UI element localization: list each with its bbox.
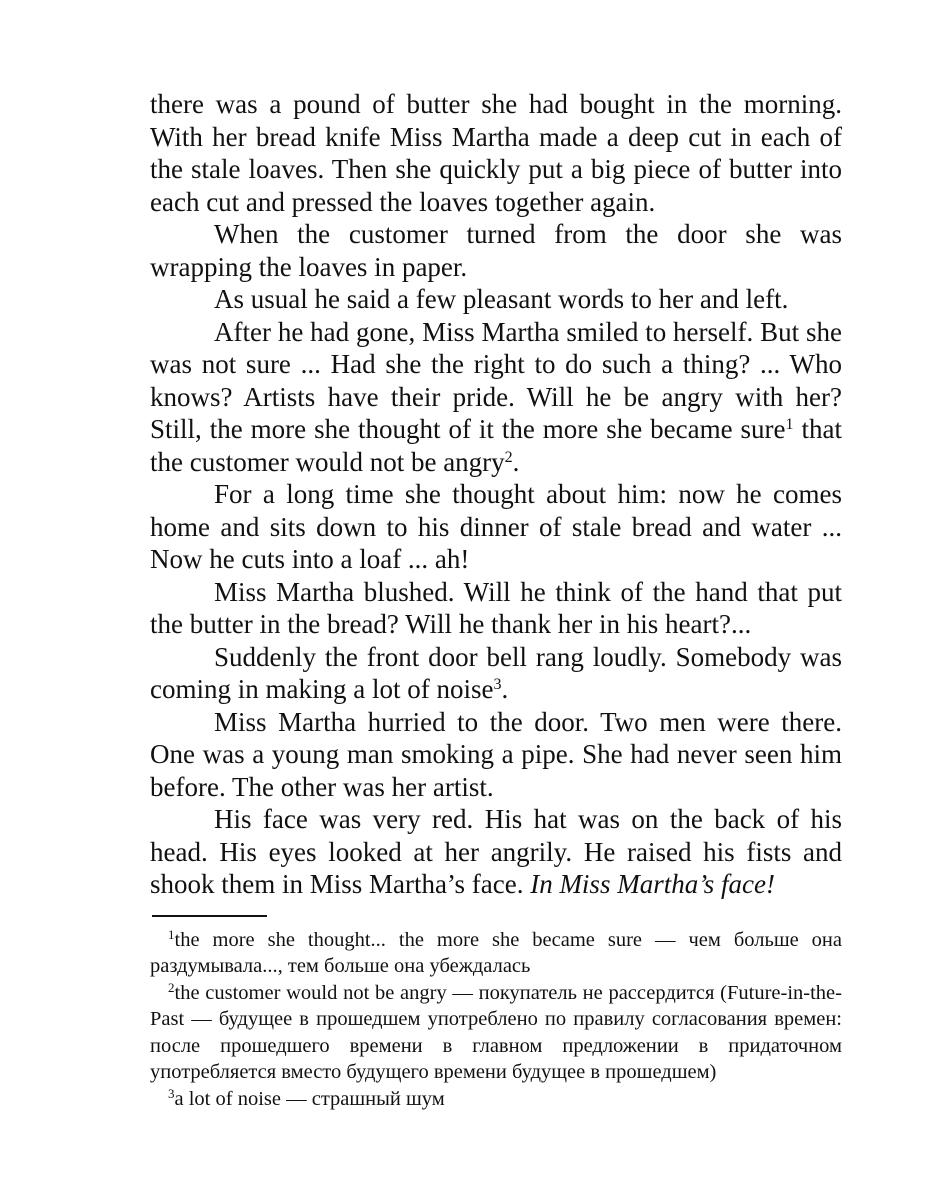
text-run: . <box>501 674 509 704</box>
emphasized-text: In Miss Martha’s face! <box>530 869 775 899</box>
text-run: Miss Martha hurried to the door. Two men were there. One was a young man smoking a pipe. She had never seen him before. The other was her artist. <box>150 706 842 802</box>
text-run: Miss Martha blushed. Will he think of the hand that put the butter in the bread? Will he thank her in his heart?... <box>150 576 842 639</box>
footnotes <box>150 927 842 1113</box>
paragraph <box>150 576 842 641</box>
paragraph <box>150 218 842 283</box>
footnote-text: the more she thought... the more she became sure — чем больше она раздумывала..., тем больше она убеждалась <box>150 928 842 977</box>
paragraph <box>150 803 842 901</box>
text-run: that the customer would not be angry <box>150 414 842 477</box>
footnote-text: a lot of noise — страшный шум <box>174 1087 445 1110</box>
paragraph <box>150 641 842 706</box>
text-run: After he had gone, Miss Martha smiled to herself. But she was not sure ... Had she the right to do such a thing? ... Who knows? Artists have their pride. Will he be angry with her? Still, the more she thought of it the more she became sure <box>150 316 842 444</box>
paragraph <box>150 283 842 316</box>
paragraph <box>150 478 842 576</box>
text-run: His face was very red. His hat was on the back of his head. His eyes looked at her angrily. He raised his fists and shook them in Miss Martha’s face. <box>150 804 842 899</box>
footnote-marker: 3 <box>493 676 502 693</box>
footnote-marker: 1 <box>785 416 794 433</box>
footnote-number: 2 <box>168 979 175 995</box>
text-run: Suddenly the front door bell rang loudly. Somebody was coming in making a lot of noise <box>150 641 842 704</box>
text-run: When the customer turned from the door she was wrapping the loaves in paper. <box>150 219 842 282</box>
footnote <box>150 927 842 980</box>
footnote-separator <box>152 915 267 917</box>
text-run: For a long time she thought about him: now he comes home and sits down to his dinner of stale bread and water ... Now he cuts into a loaf ... ah! <box>150 479 842 574</box>
text-run: . <box>512 446 520 477</box>
text-run: As usual he said a few pleasant words to her and left. <box>214 284 789 314</box>
footnote-number: 3 <box>168 1085 175 1101</box>
text-run: there was a pound of butter she had bought in the morning. With her bread knife Miss Martha made a deep cut in each of the stale loaves. Then she quickly put a big piece of butter into each cut and pressed the loaves together again. <box>150 89 842 217</box>
footnote-marker: 2 <box>504 448 513 466</box>
footnote <box>150 1086 842 1113</box>
story-text <box>150 88 842 901</box>
footnote-number: 1 <box>168 926 175 942</box>
paragraph <box>150 706 842 804</box>
book-page <box>150 88 842 1112</box>
paragraph <box>150 316 842 479</box>
footnote-text: the customer would not be angry — покупатель не рассердится (Future-in-the-Past — будущее в прошедшем употреблено по правилу согласования времен: после прошедшего времени в главном предложении в придаточном употребляется вместо будущего времени будущее в прошедшем) <box>150 981 842 1083</box>
footnote <box>150 980 842 1086</box>
paragraph <box>150 88 842 218</box>
